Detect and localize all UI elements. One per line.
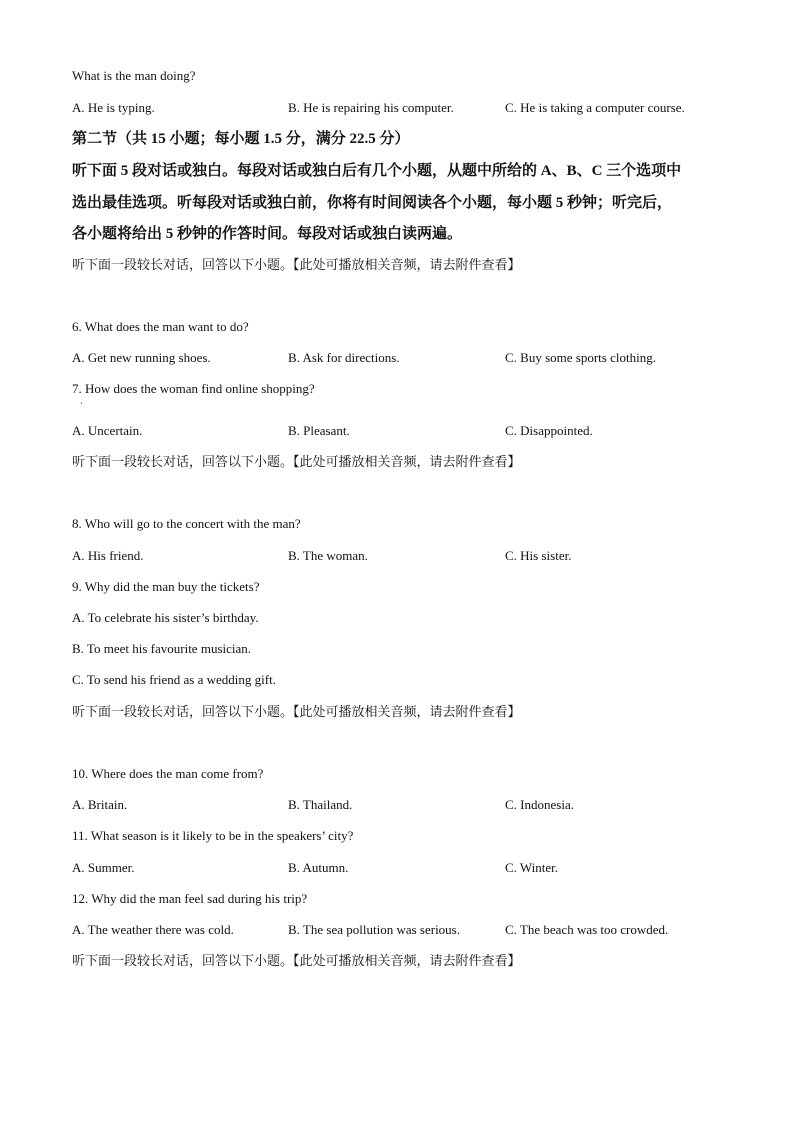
q5-option-b: B. He is repairing his computer. bbox=[288, 100, 454, 115]
q8-question: 8. Who will go to the concert with the man? bbox=[72, 516, 301, 531]
q10-question: 10. Where does the man come from? bbox=[72, 766, 264, 781]
audio-note: 听下面一段较长对话，回答以下小题。【此处可播放相关音频，请去附件查看】 bbox=[72, 454, 521, 469]
q10-option-c: C. Indonesia. bbox=[505, 797, 574, 812]
audio-note: 听下面一段较长对话，回答以下小题。【此处可播放相关音频，请去附件查看】 bbox=[72, 704, 521, 719]
audio-note: 听下面一段较长对话，回答以下小题。【此处可播放相关音频，请去附件查看】 bbox=[72, 953, 521, 968]
q8-option-c: C. His sister. bbox=[505, 548, 572, 563]
q5-option-a: A. He is typing. bbox=[72, 100, 155, 115]
q6-question: 6. What does the man want to do? bbox=[72, 319, 249, 334]
q12-option-c: C. The beach was too crowded. bbox=[505, 922, 669, 937]
q9-option-a: A. To celebrate his sister’s birthday. bbox=[72, 610, 259, 625]
section2-heading: 第二节（共 15 小题；每小题 1.5 分，满分 22.5 分） bbox=[72, 131, 410, 147]
q12-question: 12. Why did the man feel sad during his trip? bbox=[72, 891, 308, 906]
section2-instruction-line2: 选出最佳选项。听每段对话或独白前，你将有时间阅读各个小题，每小题 5 秒钟；听完后， bbox=[72, 195, 673, 211]
q5-option-c: C. He is taking a computer course. bbox=[505, 100, 685, 115]
q8-option-b: B. The woman. bbox=[288, 548, 368, 563]
q9-option-c: C. To send his friend as a wedding gift. bbox=[72, 672, 276, 687]
audio-note: 听下面一段较长对话，回答以下小题。【此处可播放相关音频，请去附件查看】 bbox=[72, 257, 521, 272]
q12-option-b: B. The sea pollution was serious. bbox=[288, 922, 460, 937]
q8-option-a: A. His friend. bbox=[72, 548, 144, 563]
section2-instruction-line3: 各小题将给出 5 秒钟的作答时间。每段对话或独白读两遍。 bbox=[72, 226, 463, 242]
stray-dot: · bbox=[80, 398, 83, 408]
q6-option-a: A. Get new running shoes. bbox=[72, 350, 211, 365]
q7-option-b: B. Pleasant. bbox=[288, 423, 350, 438]
q12-option-a: A. The weather there was cold. bbox=[72, 922, 234, 937]
q11-option-b: B. Autumn. bbox=[288, 860, 349, 875]
q11-option-a: A. Summer. bbox=[72, 860, 135, 875]
q11-question: 11. What season is it likely to be in the speakers’ city? bbox=[72, 828, 354, 843]
q10-option-a: A. Britain. bbox=[72, 797, 128, 812]
q7-option-a: A. Uncertain. bbox=[72, 423, 143, 438]
q9-question: 9. Why did the man buy the tickets? bbox=[72, 579, 260, 594]
q6-option-c: C. Buy some sports clothing. bbox=[505, 350, 656, 365]
section2-instruction-line1: 听下面 5 段对话或独白。每段对话或独白后有几个小题，从题中所给的 A、B、C 三个选项中 bbox=[72, 163, 682, 179]
q5-question: What is the man doing? bbox=[72, 68, 196, 83]
q10-option-b: B. Thailand. bbox=[288, 797, 353, 812]
q7-option-c: C. Disappointed. bbox=[505, 423, 593, 438]
q11-option-c: C. Winter. bbox=[505, 860, 559, 875]
q7-question: 7. How does the woman find online shopping? bbox=[72, 381, 315, 396]
q6-option-b: B. Ask for directions. bbox=[288, 350, 400, 365]
q9-option-b: B. To meet his favourite musician. bbox=[72, 641, 252, 656]
